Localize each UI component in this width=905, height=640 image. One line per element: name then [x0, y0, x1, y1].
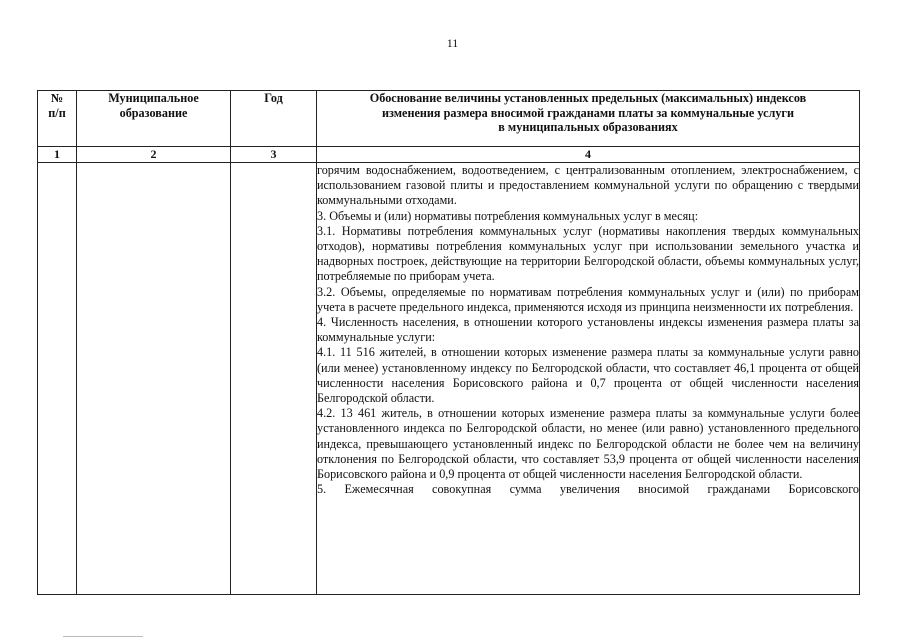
paragraph: 4. Численность населения, в отношении которого установлены индексы изменения размера платы за коммунальные услуги:	[317, 315, 859, 345]
header-row	[38, 91, 860, 147]
paragraph: 3.2. Объемы, определяемые по нормативам потребления коммунальных услуг и (или) по приборам учета в расчете предельного индекса, применяются исходя из принципа неизменности их потребления.	[317, 284, 859, 314]
header-year: Год	[231, 91, 317, 147]
paragraph: 3.1. Нормативы потребления коммунальных услуг (нормативы накопления твердых коммунальных отходов), нормативы потребления коммунальных услуг при использовании земельного участка и надворных построек, действующие на территории Белгородской области, объемы коммунальных услуг, потребляемые по приборам учета.	[317, 223, 859, 284]
column-number: 1	[38, 147, 77, 163]
paragraph: горячим водоснабжением, водоотведением, с централизованным отоплением, электроснабжением, с использованием газовой плиты и предоставлением коммунальной услуги по обращению с твердыми коммунальными отходами.	[317, 163, 859, 208]
paragraph: 5. Ежемесячная совокупная сумма увеличения вносимой гражданами Борисовского	[317, 482, 859, 497]
cell-year-empty	[231, 163, 317, 595]
scan-artifact-line	[63, 636, 143, 637]
paragraph: 3. Объемы и (или) нормативы потребления коммунальных услуг в месяц:	[317, 208, 699, 223]
content-row	[38, 163, 860, 595]
header-municipality: Муниципальное образование	[77, 91, 231, 147]
header-justification: Обоснование величины установленных предельных (максимальных) индексов изменения размера вносимой гражданами платы за коммунальные услуги в муниципальных образованиях	[317, 91, 860, 147]
column-number-row	[38, 147, 860, 163]
cell-number-empty	[38, 163, 77, 595]
page-number: 11	[446, 36, 459, 50]
cell-municipality-empty	[77, 163, 231, 595]
column-number: 2	[77, 147, 231, 163]
column-number: 4	[317, 147, 860, 163]
justification-text-cell	[317, 163, 860, 595]
header-number: № п/п	[38, 91, 77, 147]
justification-table	[37, 90, 860, 595]
paragraph: 4.1. 11 516 жителей, в отношении которых изменение размера платы за коммунальные услуги равно (или менее) установленному индексу по Белгородской области, что составляет 46,1 процента от общей численности населения Борисовского района и 0,7 процента от общей численности населения Белгородской области.	[317, 345, 859, 406]
paragraph: 4.2. 13 461 житель, в отношении которых изменение размера платы за коммунальные услуги более установленного индекса по Белгородской области, но менее (или равно) установленного предельного индекса, превышающего установленный индекс по Белгородской области не более чем на величину отклонения по Белгородской области, что составляет 53,9 процента от общей численности населения Борисовского района и 0,9 процента от общей численности населения Белгородской области.	[317, 406, 859, 482]
column-number: 3	[231, 147, 317, 163]
